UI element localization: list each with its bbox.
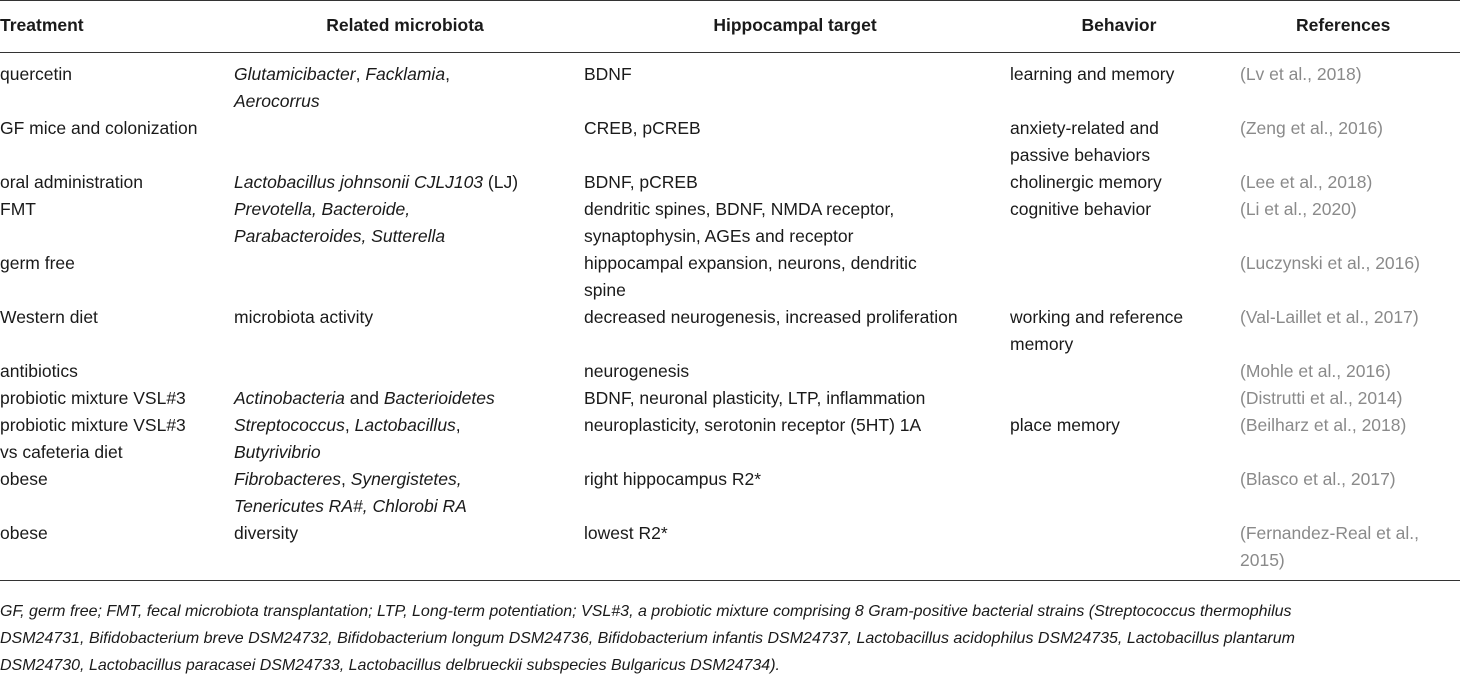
cell-text: quercetin — [0, 64, 72, 84]
table-row — [0, 412, 1460, 466]
cell-hippocampal-target — [582, 385, 1008, 412]
cell-hippocampal-target — [582, 412, 1008, 466]
cell-line — [584, 196, 1008, 223]
cell-text: memory — [1010, 334, 1074, 354]
table-row — [0, 196, 1460, 250]
cell-behavior — [1008, 250, 1230, 304]
cell-text: GF mice and colonization — [0, 118, 198, 138]
cell-line — [1240, 385, 1460, 412]
cell-text: working and reference — [1010, 307, 1184, 327]
text-segment: microbiota activity — [234, 307, 374, 327]
cell-behavior — [1008, 196, 1230, 250]
cell-text: neuroplasticity, serotonin receptor (5HT) 1A — [584, 415, 922, 435]
cell-behavior — [1008, 358, 1230, 385]
text-segment: , — [445, 64, 450, 84]
cell-line — [1010, 169, 1230, 196]
cell-line — [234, 61, 582, 88]
text-segment: Prevotella, Bacteroide, — [234, 199, 411, 219]
reference-link[interactable]: (Lee et al., 2018) — [1240, 172, 1373, 192]
text-segment: Glutamicibacter — [234, 64, 356, 84]
cell-text: FMT — [0, 199, 36, 219]
cell-text: passive behaviors — [1010, 145, 1151, 165]
cell-treatment — [0, 53, 228, 116]
cell-microbiota — [228, 412, 582, 466]
footnote-line: GF, germ free; FMT, fecal microbiota transplantation; LTP, Long-term potentiation; VSL#3, a probiotic mixture comprising 8 Gram-positive bacterial strains (Streptococcus thermophilus — [0, 603, 1292, 620]
cell-hippocampal-target — [582, 115, 1008, 169]
cell-behavior — [1008, 304, 1230, 358]
cell-reference — [1230, 304, 1460, 358]
table-row — [0, 304, 1460, 358]
cell-microbiota — [228, 196, 582, 250]
cell-text: germ free — [0, 253, 75, 273]
cell-hippocampal-target — [582, 250, 1008, 304]
text-segment: (LJ) — [483, 172, 519, 192]
cell-reference — [1230, 53, 1460, 116]
cell-hippocampal-target — [582, 196, 1008, 250]
cell-line — [584, 385, 1008, 412]
cell-line — [0, 439, 228, 466]
cell-line — [1240, 547, 1460, 574]
cell-hippocampal-target — [582, 358, 1008, 385]
cell-text: anxiety-related and — [1010, 118, 1159, 138]
reference-link[interactable]: (Zeng et al., 2016) — [1240, 118, 1383, 138]
cell-treatment — [0, 466, 228, 520]
cell-reference — [1230, 358, 1460, 385]
cell-text: neurogenesis — [584, 361, 690, 381]
cell-hippocampal-target — [582, 304, 1008, 358]
cell-line — [234, 196, 582, 223]
cell-text: obese — [0, 523, 48, 543]
cell-line — [234, 493, 582, 520]
cell-text: decreased neurogenesis, increased proliferation — [584, 307, 958, 327]
cell-behavior — [1008, 520, 1230, 581]
text-segment: Lactobacillus johnsonii CJLJ103 — [234, 172, 484, 192]
cell-line — [584, 277, 1008, 304]
cell-line — [1240, 250, 1460, 277]
cell-reference — [1230, 250, 1460, 304]
cell-microbiota — [228, 520, 582, 581]
cell-microbiota — [228, 304, 582, 358]
header-row — [0, 1, 1460, 53]
text-segment: Streptococcus — [234, 415, 345, 435]
cell-text: hippocampal expansion, neurons, dendritic — [584, 253, 917, 273]
cell-line — [1240, 196, 1460, 223]
cell-line — [234, 223, 582, 250]
cell-line — [584, 250, 1008, 277]
cell-line — [1010, 115, 1230, 142]
cell-hippocampal-target — [582, 520, 1008, 581]
cell-line — [584, 358, 1008, 385]
cell-line — [1240, 520, 1460, 547]
cell-text: probiotic mixture VSL#3 — [0, 415, 186, 435]
cell-line — [234, 88, 582, 115]
cell-text: cholinergic memory — [1010, 172, 1162, 192]
cell-treatment — [0, 196, 228, 250]
text-segment: Tenericutes RA#, Chlorobi RA — [234, 496, 467, 516]
reference-link[interactable]: 2015) — [1240, 550, 1285, 570]
cell-line — [584, 304, 1008, 331]
cell-line — [1010, 412, 1230, 439]
cell-line — [584, 61, 1008, 88]
cell-text: spine — [584, 280, 626, 300]
cell-line — [584, 169, 1008, 196]
cell-line — [1010, 142, 1230, 169]
cell-line — [584, 115, 1008, 142]
text-segment: Facklamia — [365, 64, 446, 84]
reference-link[interactable]: (Val-Laillet et al., 2017) — [1240, 307, 1419, 327]
table-row — [0, 250, 1460, 304]
reference-link[interactable]: (Mohle et al., 2016) — [1240, 361, 1391, 381]
table-row — [0, 358, 1460, 385]
cell-line — [0, 385, 228, 412]
cell-line — [0, 250, 228, 277]
cell-reference — [1230, 169, 1460, 196]
text-segment: Lactobacillus — [354, 415, 456, 435]
cell-text: BDNF — [584, 64, 632, 84]
cell-line — [0, 466, 228, 493]
text-segment: Fibrobacteres — [234, 469, 341, 489]
cell-text: place memory — [1010, 415, 1120, 435]
cell-text: oral administration — [0, 172, 143, 192]
reference-link[interactable]: (Li et al., 2020) — [1240, 199, 1357, 219]
cell-line — [1240, 61, 1460, 88]
cell-treatment — [0, 250, 228, 304]
cell-treatment — [0, 412, 228, 466]
cell-microbiota — [228, 358, 582, 385]
text-segment: and — [344, 388, 384, 408]
cell-line — [234, 439, 582, 466]
cell-hippocampal-target — [582, 466, 1008, 520]
cell-line — [1010, 196, 1230, 223]
cell-text: learning and memory — [1010, 64, 1175, 84]
cell-line — [1240, 115, 1460, 142]
text-segment: Aerocorrus — [234, 91, 320, 111]
cell-line — [234, 412, 582, 439]
cell-reference — [1230, 520, 1460, 581]
cell-treatment — [0, 358, 228, 385]
cell-line — [234, 520, 582, 547]
table-header — [0, 1, 1460, 53]
text-segment: Parabacteroides, Sutterella — [234, 226, 446, 246]
cell-behavior — [1008, 115, 1230, 169]
table-row — [0, 53, 1460, 116]
cell-line — [1240, 466, 1460, 493]
cell-behavior — [1008, 466, 1230, 520]
cell-text: dendritic spines, BDNF, NMDA receptor, — [584, 199, 895, 219]
reference-link[interactable]: (Blasco et al., 2017) — [1240, 469, 1396, 489]
cell-text: Western diet — [0, 307, 98, 327]
cell-line — [0, 520, 228, 547]
reference-link[interactable]: (Distrutti et al., 2014) — [1240, 388, 1403, 408]
reference-link[interactable]: (Fernandez-Real et al., — [1240, 523, 1419, 543]
cell-line — [0, 304, 228, 331]
cell-behavior — [1008, 412, 1230, 466]
cell-reference — [1230, 412, 1460, 466]
cell-reference — [1230, 196, 1460, 250]
table-footnote — [0, 598, 1458, 679]
cell-text: vs cafeteria diet — [0, 442, 123, 462]
text-segment: , — [341, 469, 351, 489]
text-segment: Actinobacteria — [234, 388, 345, 408]
header-related-microbiota: Related microbiota — [228, 1, 582, 53]
cell-behavior — [1008, 169, 1230, 196]
cell-text: obese — [0, 469, 48, 489]
table-row — [0, 115, 1460, 169]
reference-link[interactable]: (Beilharz et al., 2018) — [1240, 415, 1407, 435]
text-segment: diversity — [234, 523, 299, 543]
cell-reference — [1230, 385, 1460, 412]
cell-line — [0, 115, 228, 142]
cell-text: BDNF, neuronal plasticity, LTP, inflammation — [584, 388, 926, 408]
footnote-line: DSM24730, Lactobacillus paracasei DSM24733, Lactobacillus delbrueckii subspecies Bulgaricus DSM24734). — [0, 657, 780, 674]
cell-line — [1240, 304, 1460, 331]
cell-text: cognitive behavior — [1010, 199, 1152, 219]
cell-line — [1240, 169, 1460, 196]
text-segment: , — [455, 415, 461, 435]
cell-text: BDNF, pCREB — [584, 172, 698, 192]
cell-behavior — [1008, 53, 1230, 116]
table-row — [0, 466, 1460, 520]
cell-treatment — [0, 115, 228, 169]
cell-line — [234, 466, 582, 493]
cell-treatment — [0, 169, 228, 196]
cell-microbiota — [228, 169, 582, 196]
cell-microbiota — [228, 385, 582, 412]
cell-treatment — [0, 304, 228, 358]
cell-line — [584, 520, 1008, 547]
cell-line — [0, 169, 228, 196]
cell-line — [0, 61, 228, 88]
cell-text: probiotic mixture VSL#3 — [0, 388, 186, 408]
cell-reference — [1230, 466, 1460, 520]
text-segment: Bacterioidetes — [383, 388, 495, 408]
cell-line — [0, 196, 228, 223]
text-segment: Butyrivibrio — [234, 442, 321, 462]
footnote-line: DSM24731, Bifidobacterium breve DSM24732, Bifidobacterium longum DSM24736, Bifidobacterium infantis DSM24737, Lactobacillus acidophilus DSM24735, Lactobacillus plantarum — [0, 630, 1295, 647]
cell-line — [234, 304, 582, 331]
cell-line — [584, 412, 1008, 439]
reference-link[interactable]: (Lv et al., 2018) — [1240, 64, 1362, 84]
cell-line — [0, 358, 228, 385]
cell-line — [1240, 358, 1460, 385]
cell-treatment — [0, 385, 228, 412]
cell-treatment — [0, 520, 228, 581]
text-segment: Synergistetes, — [350, 469, 462, 489]
cell-line — [584, 466, 1008, 493]
text-segment: , — [344, 415, 355, 435]
table-row — [0, 385, 1460, 412]
cell-microbiota — [228, 250, 582, 304]
cell-microbiota — [228, 115, 582, 169]
cell-line — [0, 412, 228, 439]
cell-line — [234, 385, 582, 412]
cell-microbiota — [228, 466, 582, 520]
cell-text: right hippocampus R2* — [584, 469, 762, 489]
cell-line — [1240, 412, 1460, 439]
header-behavior: Behavior — [1008, 1, 1230, 53]
header-references: References — [1230, 1, 1460, 53]
table-row — [0, 169, 1460, 196]
table-body — [0, 53, 1460, 581]
cell-reference — [1230, 115, 1460, 169]
text-segment: , — [355, 64, 366, 84]
table-row — [0, 520, 1460, 581]
cell-text: CREB, pCREB — [584, 118, 701, 138]
cell-text: antibiotics — [0, 361, 78, 381]
cell-line — [584, 223, 1008, 250]
header-treatment: Treatment — [0, 1, 228, 53]
cell-line — [1010, 304, 1230, 331]
cell-hippocampal-target — [582, 169, 1008, 196]
cell-text: lowest R2* — [584, 523, 668, 543]
cell-microbiota — [228, 53, 582, 116]
reference-link[interactable]: (Luczynski et al., 2016) — [1240, 253, 1420, 273]
cell-line — [234, 169, 582, 196]
cell-line — [1010, 61, 1230, 88]
header-hippocampal-target: Hippocampal target — [582, 1, 1008, 53]
cell-hippocampal-target — [582, 53, 1008, 116]
cell-line — [1010, 331, 1230, 358]
cell-behavior — [1008, 385, 1230, 412]
cell-text: synaptophysin, AGEs and receptor — [584, 226, 854, 246]
